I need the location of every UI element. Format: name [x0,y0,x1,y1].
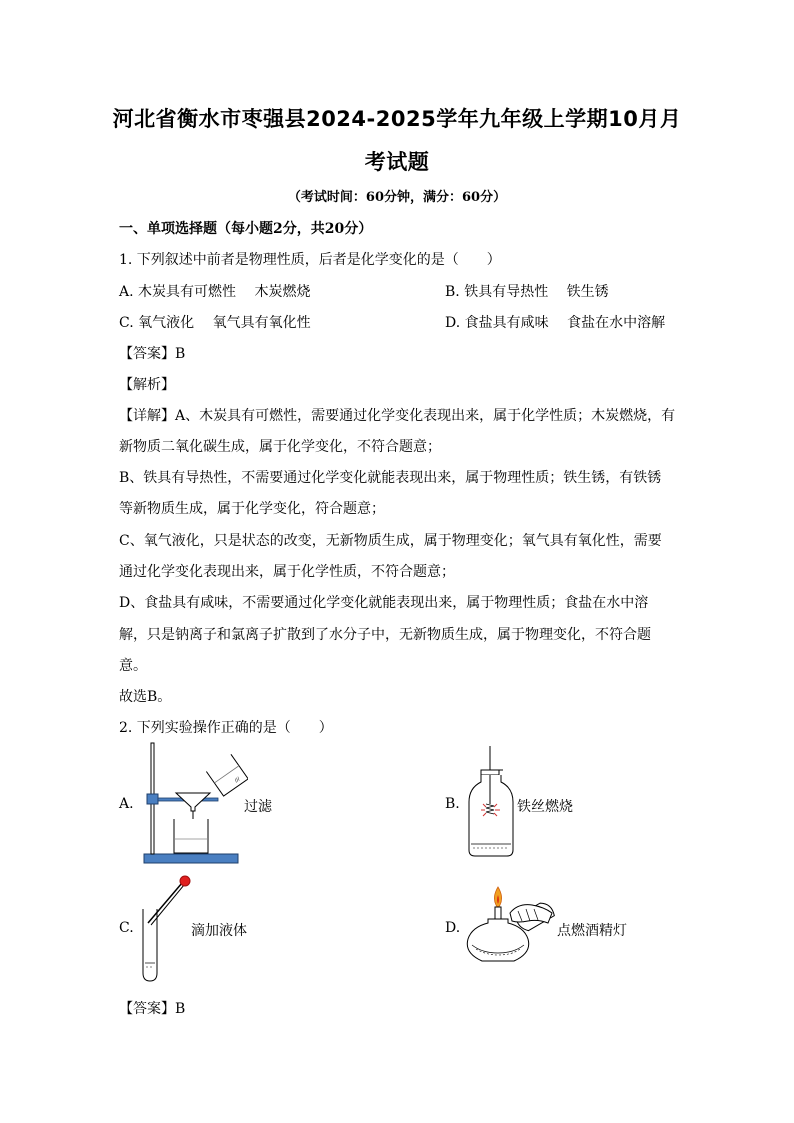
q1-detail-line: 意。 [119,658,147,674]
q2-option-d-caption: 点燃酒精灯 [557,923,627,939]
q1-detail-line: D、食盐具有咸味，不需要通过化学变化就能表现出来，属于物理性质；食盐在水中溶 [119,595,649,611]
q1-detail-line: C、氧气液化，只是状态的改变，无新物质生成，属于物理变化；氧气具有氧化性，需要 [119,533,662,549]
q1-answer: 【答案】B [119,346,186,362]
q1-detail-line: 解，只是钠离子和氯离子扩散到了水分子中，无新物质生成，属于物理变化，不符合题 [119,627,651,643]
q1-stem: 1. 下列叙述中前者是物理性质，后者是化学变化的是（ ） [119,252,501,268]
q1-detail-line: 【详解】A、木炭具有可燃性，需要通过化学变化表现出来，属于化学性质；木炭燃烧，有 [119,408,676,424]
q2-option-c-caption: 滴加液体 [191,923,247,939]
exam-info: （考试时间：60分钟，满分：60分） [287,190,507,205]
svg-text:///: /// [233,776,242,785]
q2-answer: 【答案】B [119,1001,186,1017]
section-heading: 一、单项选择题（每小题2分，共20分） [119,221,373,237]
q1-analysis-label: 【解析】 [119,377,175,393]
document-title-line-2: 考试题 [364,150,430,174]
alcohol-lamp-lighting-illustration [462,883,558,969]
q2-option-b-letter: B. [445,796,460,812]
dropper-test-tube-illustration [136,873,196,985]
q1-option-a: A. 木炭具有可燃性 木炭燃烧 [119,284,311,300]
q1-option-c: C. 氧气液化 氧气具有氧化性 [119,315,311,331]
q2-option-d-letter: D. [445,920,461,936]
q1-conclusion: 故选B。 [119,689,172,705]
filtration-apparatus-illustration [138,741,248,865]
document-title-line-1: 河北省衡水市枣强县2024-2025学年九年级上学期10月月 [112,107,682,131]
q2-stem: 2. 下列实验操作正确的是（ ） [119,720,333,736]
q2-option-b-caption: 铁丝燃烧 [517,799,573,815]
q1-option-b: B. 铁具有导热性 铁生锈 [445,284,609,300]
q2-option-a-caption: 过滤 [244,799,272,815]
q2-option-a-letter: A. [119,796,134,812]
q2-option-c-letter: C. [119,920,134,936]
iron-wire-combustion-bottle-illustration [463,744,519,860]
q1-detail-line: 通过化学变化表现出来，属于化学性质，不符合题意； [119,564,455,580]
q1-option-d: D. 食盐具有咸味 食盐在水中溶解 [445,315,666,331]
q1-detail-line: 新物质二氧化碳生成，属于化学变化，不符合题意； [119,439,441,455]
q1-detail-line: 等新物质生成，属于化学变化，符合题意； [119,501,385,517]
q1-detail-line: B、铁具有导热性，不需要通过化学变化就能表现出来，属于物理性质；铁生锈，有铁锈 [119,470,662,486]
